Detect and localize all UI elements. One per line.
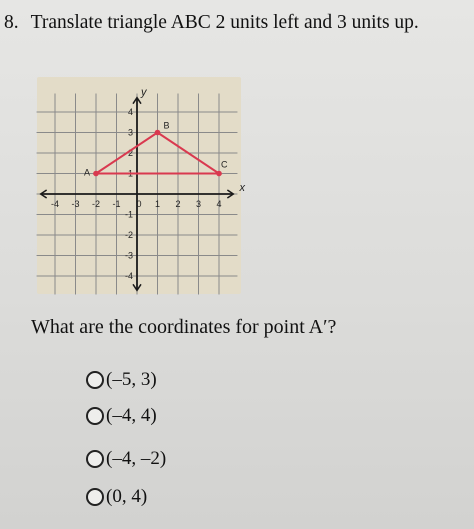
question-prompt: What are the coordinates for point A′? <box>31 316 337 338</box>
coordinate-graph <box>37 77 245 294</box>
y-axis-label: y <box>141 86 147 99</box>
radio-button-icon[interactable] <box>86 450 104 468</box>
answer-option-label: (–4, 4) <box>106 405 157 426</box>
x-tick-label: 1 <box>154 199 161 209</box>
x-tick-label: -3 <box>71 199 80 209</box>
answer-option-1[interactable] <box>86 367 157 393</box>
x-tick-label: -1 <box>112 199 121 209</box>
x-tick-label: 2 <box>175 199 181 209</box>
y-tick-label: 2 <box>127 148 133 158</box>
answer-option-label: (–4, –2) <box>106 448 167 469</box>
question-text: Translate triangle ABC 2 units left and 3 units up. <box>30 12 419 33</box>
vertex-label: A <box>84 167 91 178</box>
vertex-point <box>93 171 99 177</box>
answer-option-label: (–5, 3) <box>106 369 157 390</box>
x-axis-label: x <box>239 182 245 194</box>
x-tick-label: 3 <box>195 199 202 209</box>
vertex-label: C <box>221 159 228 170</box>
x-tick-label: -2 <box>91 199 101 209</box>
vertex-point <box>155 130 161 136</box>
y-tick-label: -1 <box>124 209 133 220</box>
answer-option-label: (0, 4) <box>106 486 148 507</box>
y-tick-label: 1 <box>127 168 133 179</box>
y-tick-label: -4 <box>124 271 133 281</box>
x-tick-label: -4 <box>50 199 60 209</box>
vertex-label: B <box>163 120 170 131</box>
question-title <box>4 12 419 34</box>
answer-option-2[interactable] <box>86 403 157 429</box>
x-tick-label: 0 <box>136 199 142 209</box>
y-tick-label: -3 <box>124 250 133 261</box>
y-tick-label: 3 <box>127 127 133 138</box>
answer-option-4[interactable] <box>86 484 147 510</box>
radio-button-icon[interactable] <box>86 371 104 389</box>
x-tick-label: 4 <box>216 199 222 209</box>
radio-button-icon[interactable] <box>86 407 104 425</box>
vertex-point <box>216 171 222 177</box>
y-tick-label: -2 <box>124 230 133 240</box>
y-tick-label: 4 <box>127 107 133 117</box>
question-number: 8. <box>4 12 19 33</box>
radio-button-icon[interactable] <box>86 488 104 506</box>
answer-option-3[interactable] <box>86 446 166 472</box>
coordinate-plane <box>37 77 245 294</box>
